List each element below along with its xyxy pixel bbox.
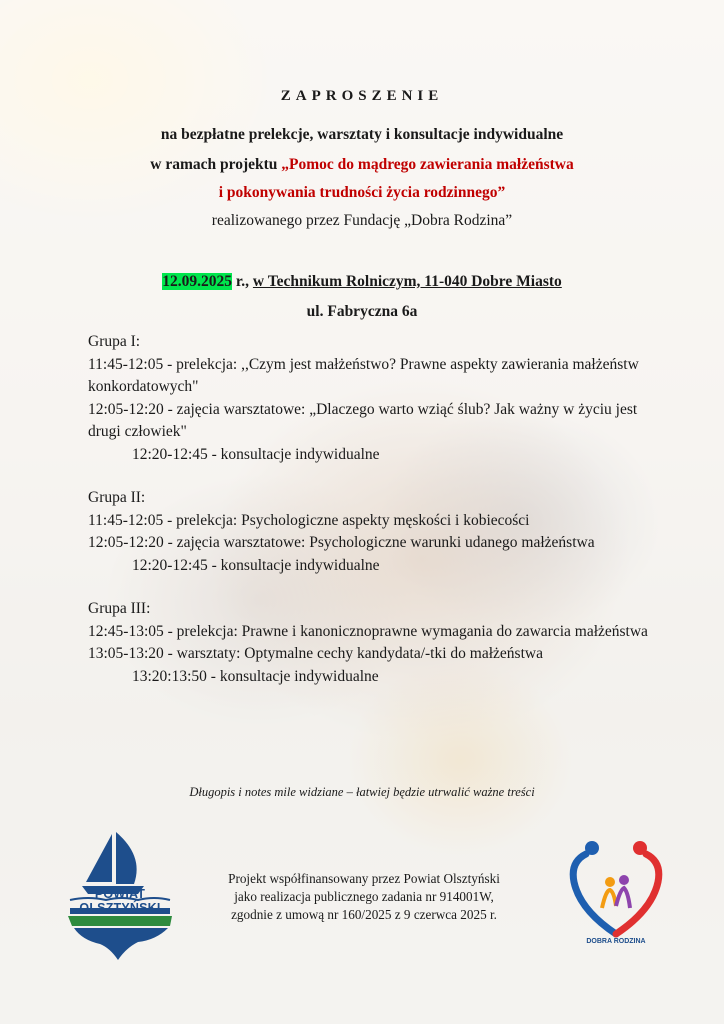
powiat-logo-label: POWIAT OLSZTYŃSKI: [79, 887, 161, 915]
project-prefix: w ramach projektu: [150, 156, 282, 173]
project-name-part-1: „Pomoc do mądrego zawierania małżeństwa: [281, 156, 574, 173]
group-2-consult: 12:20-12:45 - konsultacje indywidualne: [132, 556, 380, 574]
group-3-consult: 13:20:13:50 - konsultacje indywidualne: [132, 667, 379, 685]
event-date: 12.09.2025: [162, 273, 232, 290]
subtitle-line-2: [0, 156, 724, 174]
footer-line-2: jako realizacja publicznego zadania nr 914001W,: [234, 889, 494, 904]
footer-funding-info: [204, 870, 524, 924]
group-1-item-2: 12:05-12:20 - zajęcia warsztatowe: „Dlaczego warto wziąć ślub? Jak ważny w życiu jest drugi człowiek": [88, 400, 638, 440]
event-date-suffix: r.,: [231, 273, 253, 290]
group-3-title: Grupa III:: [88, 600, 151, 617]
page-title: ZAPROSZENIE: [280, 88, 444, 104]
note-text: Długopis i notes mile widziane – łatwiej będzie utrwalić ważne treści: [189, 785, 535, 799]
subtitle-line-1: na bezpłatne prelekcje, warsztaty i konsultacje indywidualne: [160, 126, 564, 143]
footer-line-1: Projekt współfinansowany przez Powiat Olsztyński: [228, 871, 500, 886]
event-place: w Technikum Rolniczym, 11-040 Dobre Miasto: [252, 273, 562, 290]
organizer-line: realizowanego przez Fundację „Dobra Rodzina”: [211, 212, 513, 229]
group-2-title: Grupa II:: [88, 489, 146, 506]
group-2-item-2: 12:05-12:20 - zajęcia warsztatowe: Psychologiczne warunki udanego małżeństwa: [88, 534, 595, 551]
group-2-item-1: 11:45-12:05 - prelekcja: Psychologiczne aspekty męskości i kobiecości: [88, 511, 530, 529]
dobra-rodzina-logo: [566, 836, 666, 946]
group-3-item-2: 13:05-13:20 - warsztaty: Optymalne cechy kandydata/-tki do małżeństwa: [88, 645, 543, 662]
event-street: ul. Fabryczna 6a: [306, 303, 418, 320]
group-1-consult: 12:20-12:45 - konsultacje indywidualne: [132, 445, 380, 463]
event-date-place: [0, 273, 724, 291]
dobra-rodzina-logo-label: DOBRA RODZINA: [586, 938, 646, 945]
program-schedule: [88, 331, 648, 688]
group-1-title: Grupa I:: [88, 333, 141, 350]
footer-line-3: zgodnie z umową nr 160/2025 z 9 czerwca 2025 r.: [231, 907, 497, 922]
group-3-item-1: 12:45-13:05 - prelekcja: Prawne i kanonicznoprawne wymagania do zawarcia małżeństwa: [88, 622, 648, 640]
project-name-part-2: i pokonywania trudności życia rodzinnego”: [218, 184, 506, 201]
group-1-item-1: 11:45-12:05 - prelekcja: ,,Czym jest małżeństwo? Prawne aspekty zawierania małżeństw konkordatowych": [88, 355, 639, 395]
